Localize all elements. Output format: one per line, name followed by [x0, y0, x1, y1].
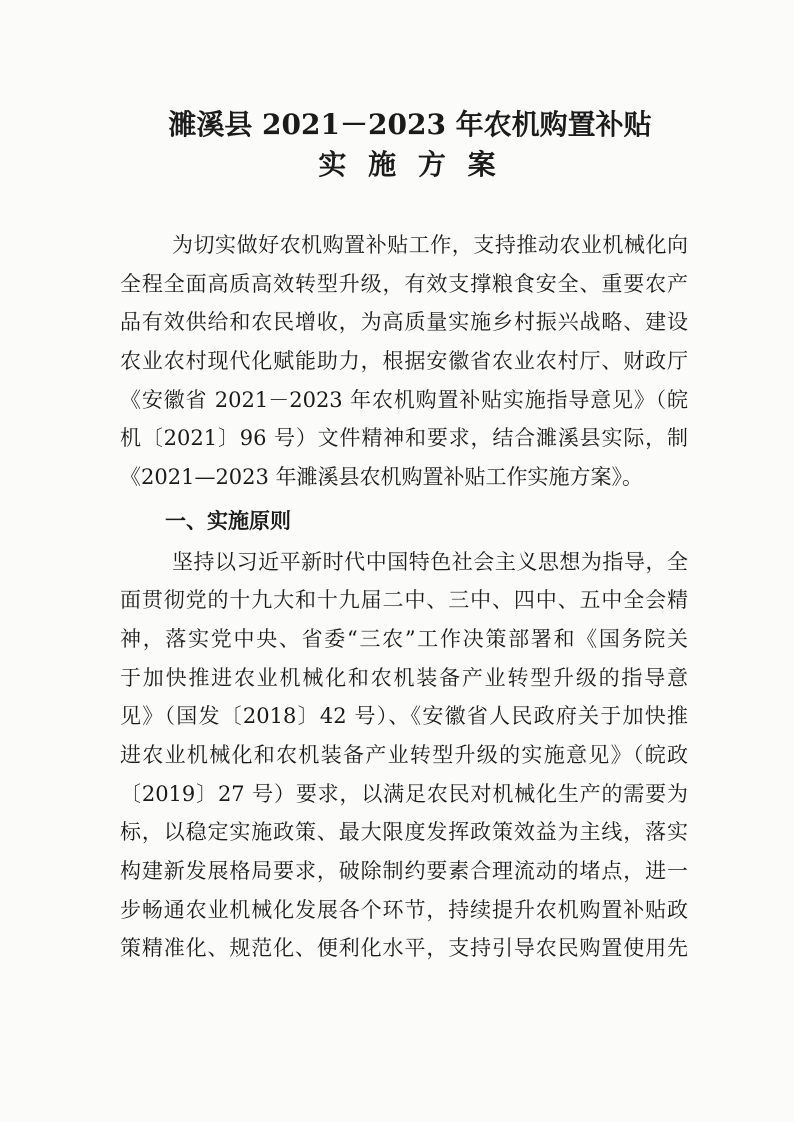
text-line: 农业农村现代化赋能助力，根据安徽省农业农村厅、财政厅: [120, 349, 688, 374]
text-line: 策精准化、规范化、便利化水平，支持引导农民购置使用先: [120, 936, 688, 961]
text-line: 神，落实党中央、省委“三农”工作决策部署和《国务院关: [120, 626, 688, 651]
text-line: 进农业机械化和农机装备产业转型升级的实施意见》（皖政: [120, 742, 688, 767]
document-body: [120, 226, 688, 968]
text-line: 构建新发展格局要求，破除制约要素合理流动的堵点，进一: [120, 859, 688, 883]
text-line: 全程全面高质高效转型升级，有效支撑粮食安全、重要农产: [120, 271, 688, 296]
text-line: 面贯彻党的十九大和十九届二中、三中、四中、五中全会精: [120, 588, 688, 613]
text-line: 《安徽省 2021－2023 年农机购置补贴实施指导意见》（皖: [120, 387, 688, 412]
text-line: 品有效供给和农民增收，为高质量实施乡村振兴战略、建设: [120, 310, 688, 335]
title-line-1: 濉溪县 2021－2023 年农机购置补贴: [168, 108, 652, 141]
text-line: 步畅通农业机械化发展各个环节，持续提升农机购置补贴政: [120, 897, 688, 922]
title-line-2: 实 施 方 案: [318, 148, 502, 181]
document-title: [115, 105, 705, 185]
text-line: 〔2019〕27 号）要求，以满足农民对机械化生产的需要为: [120, 781, 688, 806]
section-heading: 一、实施原则: [165, 508, 291, 533]
text-line: 机〔2021〕96 号）文件精神和要求，结合濉溪县实际，制: [120, 426, 688, 451]
text-line: 坚持以习近平新时代中国特色社会主义思想为指导，全: [172, 549, 688, 574]
text-line: 见》（国发〔2018〕42 号）、《安徽省人民政府关于加快推: [120, 704, 688, 729]
intro-paragraph: [120, 226, 688, 497]
section-paragraph: [120, 543, 688, 969]
text-line: 《2021—2023 年濉溪县农机购置补贴工作实施方案》。: [120, 465, 644, 490]
text-line: 标，以稳定实施政策、最大限度发挥政策效益为主线，落实: [120, 820, 688, 845]
text-line: 为切实做好农机购置补贴工作，支持推动农业机械化向: [172, 233, 688, 257]
text-line: 于加快推进农业机械化和农机装备产业转型升级的指导意: [120, 665, 688, 690]
